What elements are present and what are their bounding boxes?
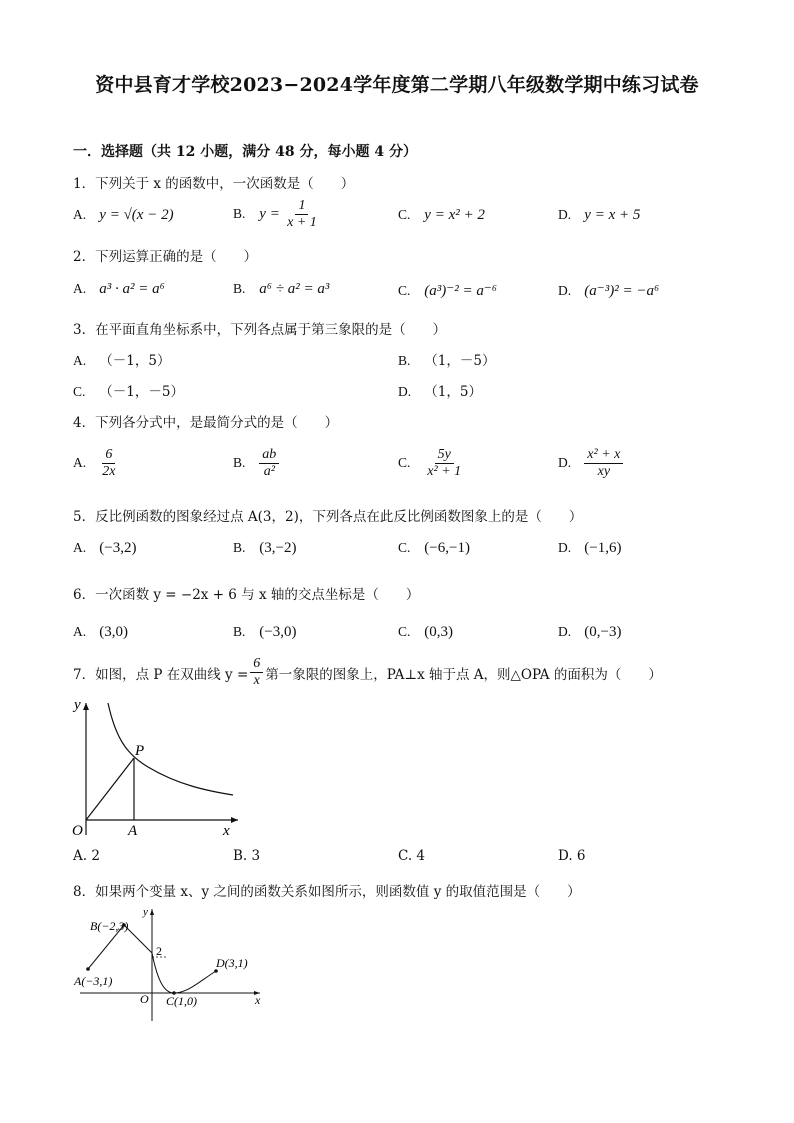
q3-option-c[interactable]: C. （－1，－5） bbox=[73, 384, 184, 400]
q6-c-value: (0,3) bbox=[424, 624, 454, 640]
q8-label-x: x bbox=[255, 993, 261, 1007]
q3-option-d[interactable]: D. （1，5） bbox=[398, 384, 482, 400]
q3-c-value: （－1，－5） bbox=[99, 384, 184, 400]
q7-figure bbox=[68, 695, 248, 840]
q6-option-b[interactable]: B. (−3,0) bbox=[233, 624, 297, 640]
q7-option-a[interactable]: A. 2 bbox=[73, 848, 100, 864]
q4-d-frac: $\frac{\text{x² + x}}{xy}$ bbox=[584, 447, 623, 480]
q3-b-value: （1，－5） bbox=[424, 353, 496, 369]
q6-b-value: (−3,0) bbox=[259, 624, 297, 640]
q1-c-expr: y = x² + 2 bbox=[424, 207, 485, 223]
q3-a-value: （－1，5） bbox=[99, 353, 171, 369]
question-4-stem: 4．下列各分式中，是最简分式的是（ ） bbox=[73, 415, 339, 431]
q8-figure bbox=[70, 903, 270, 1028]
q1-a-expr: y = √(x − 2) bbox=[99, 207, 174, 223]
q4-option-d[interactable]: D. $\frac{\text{x² + x}}{xy}$ bbox=[558, 447, 623, 480]
q1-option-d[interactable]: D. y = x + 5 bbox=[558, 207, 641, 223]
q5-d-value: (−1,6) bbox=[584, 540, 622, 556]
q4-option-c[interactable]: C. $\frac{5y}{\text{x² + 1}}$ bbox=[398, 447, 464, 480]
q2-a-expr: a³ · a² = a⁶ bbox=[99, 281, 165, 297]
q8-label-a: A(−3,1) bbox=[74, 974, 113, 988]
q7-option-b[interactable]: B. 3 bbox=[233, 848, 261, 864]
section-heading: 一．选择题（共 12 小题，满分 48 分，每小题 4 分） bbox=[73, 144, 417, 160]
q2-option-c[interactable]: C. (a³)⁻² = a⁻⁶ bbox=[398, 283, 497, 299]
q2-b-expr: a⁶ ÷ a² = a³ bbox=[259, 281, 330, 297]
q4-b-frac: $\frac{ab}{\text{a²}}$ bbox=[259, 447, 279, 480]
q6-d-value: (0,−3) bbox=[584, 624, 622, 640]
q8-label-two: 2 bbox=[156, 944, 162, 958]
q2-option-b[interactable]: B. a⁶ ÷ a² = a³ bbox=[233, 281, 330, 297]
q7-label-y: y bbox=[74, 697, 81, 713]
q7-label-a: A bbox=[128, 823, 138, 839]
q2-d-expr: (a⁻³)² = −a⁶ bbox=[584, 283, 660, 299]
q1-option-b[interactable]: B. y = $\frac{1}{x + 1}$ bbox=[233, 198, 320, 231]
q3-option-b[interactable]: B. （1，－5） bbox=[398, 353, 496, 369]
q3-d-value: （1，5） bbox=[424, 384, 482, 400]
q5-b-value: (3,−2) bbox=[259, 540, 297, 556]
q5-option-c[interactable]: C. (−6,−1) bbox=[398, 540, 470, 556]
q6-option-d[interactable]: D. (0,−3) bbox=[558, 624, 622, 640]
q4-option-a[interactable]: A. $\frac{6}{2x}$ bbox=[73, 447, 119, 480]
q5-c-value: (−6,−1) bbox=[424, 540, 470, 556]
q7-option-c[interactable]: C. 4 bbox=[398, 848, 426, 864]
q5-option-d[interactable]: D. (−1,6) bbox=[558, 540, 622, 556]
q2-option-d[interactable]: D. (a⁻³)² = −a⁶ bbox=[558, 283, 660, 299]
question-1-stem: 1．下列关于 x 的函数中，一次函数是（ ） bbox=[73, 176, 355, 192]
q4-a-frac: $\frac{6}{2x}$ bbox=[102, 447, 116, 480]
q2-option-a[interactable]: A. a³ · a² = a⁶ bbox=[73, 281, 165, 297]
q1-option-a[interactable]: A. y = √(x − 2) bbox=[73, 207, 174, 223]
q1-d-expr: y = x + 5 bbox=[584, 207, 641, 223]
q5-option-a[interactable]: A. (−3,2) bbox=[73, 540, 137, 556]
q6-option-c[interactable]: C. (0,3) bbox=[398, 624, 454, 640]
q4-c-frac: $\frac{5y}{\text{x² + 1}}$ bbox=[427, 447, 462, 480]
q7-label-x: x bbox=[223, 823, 230, 839]
q1-option-c[interactable]: C. y = x² + 2 bbox=[398, 207, 485, 223]
q7-label-p: P bbox=[135, 743, 145, 759]
q8-label-y: y bbox=[143, 906, 148, 918]
q7-label-o: O bbox=[72, 823, 83, 839]
q8-label-c: C(1,0) bbox=[166, 994, 197, 1008]
question-3-stem: 3．在平面直角坐标系中，下列各点属于第三象限的是（ ） bbox=[73, 322, 447, 338]
q8-label-d: D(3,1) bbox=[216, 956, 248, 970]
question-5-stem: 5．反比例函数的图象经过点 A(3，2)，下列各点在此反比例函数图象上的是（ ） bbox=[73, 509, 583, 525]
q7-segment-op bbox=[86, 758, 134, 820]
q5-a-value: (−3,2) bbox=[99, 540, 137, 556]
question-2-stem: 2．下列运算正确的是（ ） bbox=[73, 249, 258, 265]
q1-b-frac: $\frac{1}{x + 1}$ bbox=[287, 198, 317, 231]
paper-title: 资中县育才学校2023−2024学年度第二学期八年级数学期中练习试卷 bbox=[95, 74, 699, 96]
q6-option-a[interactable]: A. (3,0) bbox=[73, 624, 129, 640]
question-7-stem: 7．如图，点 P 在双曲线 y = $\frac{6}{x}$ 第一象限的图象上，PA⊥x 轴于点 A，则△OPA 的面积为（ ） bbox=[73, 656, 662, 689]
q2-c-expr: (a³)⁻² = a⁻⁶ bbox=[424, 283, 497, 299]
q8-label-o: O bbox=[140, 992, 149, 1006]
q7-hyperbola bbox=[108, 703, 233, 795]
q4-option-b[interactable]: B. $\frac{ab}{\text{a²}}$ bbox=[233, 447, 279, 480]
q3-option-a[interactable]: A. （－1，5） bbox=[73, 353, 171, 369]
q7-stem-frac: $\frac{6}{x}$ bbox=[250, 656, 263, 689]
q6-a-value: (3,0) bbox=[99, 624, 129, 640]
question-6-stem: 6．一次函数 y = −2x + 6 与 x 轴的交点坐标是（ ） bbox=[73, 587, 420, 603]
q8-label-b: B(−2,3) bbox=[90, 919, 129, 933]
question-8-stem: 8．如果两个变量 x、y 之间的函数关系如图所示，则函数值 y 的取值范围是（ ） bbox=[73, 884, 581, 900]
q7-option-d[interactable]: D. 6 bbox=[558, 848, 586, 864]
q5-option-b[interactable]: B. (3,−2) bbox=[233, 540, 297, 556]
q8-curve bbox=[152, 953, 216, 993]
